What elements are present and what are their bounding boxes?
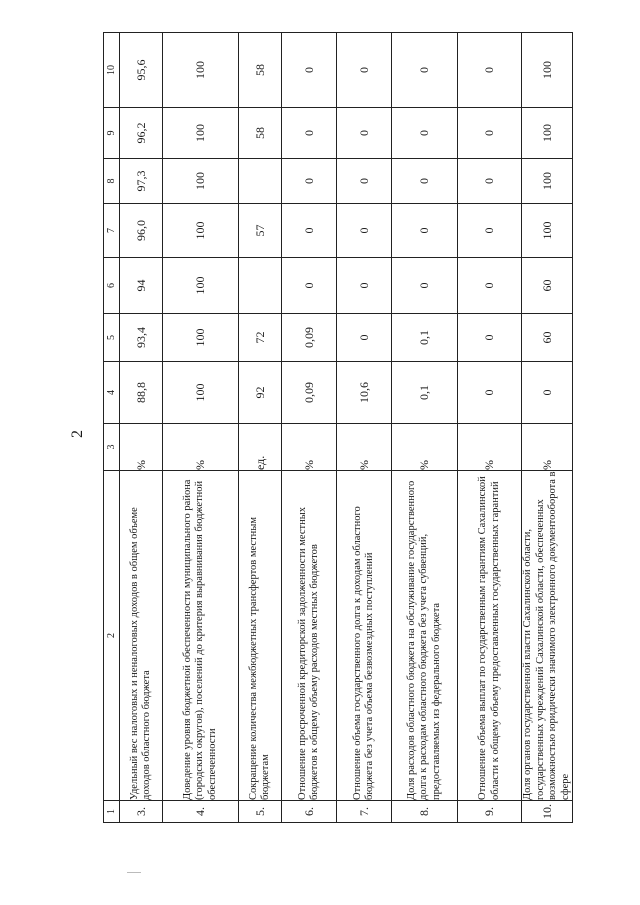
- unit-cell: %: [458, 424, 522, 471]
- value-cell: 95,6: [120, 33, 163, 108]
- value-cell: 57: [239, 204, 282, 258]
- value-cell: 92: [239, 362, 282, 424]
- value-cell: 0: [392, 108, 458, 159]
- value-cell: 94: [120, 258, 163, 314]
- value-cell: 100: [163, 314, 239, 362]
- value-cell: 100: [522, 204, 573, 258]
- table-row: [120, 33, 163, 823]
- table-row: [163, 33, 239, 823]
- value-cell: [239, 258, 282, 314]
- value-cell: 88,8: [120, 362, 163, 424]
- value-cell: 100: [163, 108, 239, 159]
- unit-cell: %: [282, 424, 337, 471]
- value-cell: 100: [522, 108, 573, 159]
- table-row: [458, 33, 522, 823]
- value-cell: 0: [392, 33, 458, 108]
- unit-cell: %: [163, 424, 239, 471]
- value-cell: 0: [337, 258, 392, 314]
- value-cell: 0: [337, 108, 392, 159]
- value-cell: 100: [163, 362, 239, 424]
- value-cell: 0: [522, 362, 573, 424]
- column-number-header: 2: [104, 471, 120, 801]
- column-number-header: 8: [104, 159, 120, 204]
- row-number: 5.: [239, 801, 282, 823]
- indicator-description: Доведение уровня бюджетной обеспеченности муниципального района (городских округов), поселений до критерия выравнивания бюджетной обеспеченности: [163, 471, 239, 801]
- indicator-description: Отношение объема выплат по государственным гарантиям Сахалинской области к общему объему предоставленных государственных гарантий: [458, 471, 522, 801]
- value-cell: 100: [522, 33, 573, 108]
- value-cell: 0,09: [282, 314, 337, 362]
- value-cell: 0: [282, 108, 337, 159]
- value-cell: 100: [522, 159, 573, 204]
- value-cell: 0: [392, 258, 458, 314]
- row-number: 10.: [522, 801, 573, 823]
- value-cell: 0: [392, 204, 458, 258]
- value-cell: 96,2: [120, 108, 163, 159]
- value-cell: 60: [522, 258, 573, 314]
- table-row: [337, 33, 392, 823]
- value-cell: [239, 159, 282, 204]
- column-number-header: 4: [104, 362, 120, 424]
- value-cell: 0,09: [282, 362, 337, 424]
- indicators-table: [103, 32, 573, 823]
- value-cell: 0: [458, 33, 522, 108]
- value-cell: 0,1: [392, 362, 458, 424]
- indicator-description: Сокращение количества межбюджетных трансфертов местным бюджетам: [239, 471, 282, 801]
- row-number: 4.: [163, 801, 239, 823]
- value-cell: 0: [458, 362, 522, 424]
- value-cell: 100: [163, 159, 239, 204]
- column-number-header: 1: [104, 801, 120, 823]
- indicator-description: Доля органов государственной власти Сахалинской области, государственных учреждений Сахалинской области, обеспеченных возможностью юридически значимого электронного документооборота в сфере: [522, 471, 571, 800]
- unit-cell: ед.: [239, 424, 282, 471]
- value-cell: 100: [163, 204, 239, 258]
- column-number-header: 9: [104, 108, 120, 159]
- unit-cell: %: [392, 424, 458, 471]
- column-number-header: 7: [104, 204, 120, 258]
- row-number: 8.: [392, 801, 458, 823]
- unit-cell: %: [120, 424, 163, 471]
- unit-cell: %: [337, 424, 392, 471]
- value-cell: 0: [282, 33, 337, 108]
- column-number-header: 6: [104, 258, 120, 314]
- indicator-description: Отношение объема государственного долга к доходам областного бюджета без учета объема безвозмездных поступлений: [337, 471, 392, 801]
- row-number: 9.: [458, 801, 522, 823]
- value-cell: 0: [458, 204, 522, 258]
- row-number: 6.: [282, 801, 337, 823]
- scan-mark: [127, 872, 141, 873]
- value-cell: 100: [163, 258, 239, 314]
- value-cell: 10,6: [337, 362, 392, 424]
- value-cell: 0: [392, 159, 458, 204]
- value-cell: 0: [282, 159, 337, 204]
- value-cell: 60: [522, 314, 573, 362]
- indicator-description: Доля расходов областного бюджета на обслуживание государственного долга к расходам областного бюджета без учета субвенций, предоставляемых из федерального бюджета: [392, 471, 458, 801]
- column-number-header: 3: [104, 424, 120, 471]
- column-number-header: 5: [104, 314, 120, 362]
- value-cell: 0: [458, 159, 522, 204]
- value-cell: 58: [239, 33, 282, 108]
- value-cell: 0: [337, 159, 392, 204]
- table-row: [392, 33, 458, 823]
- page-number: 2: [69, 430, 86, 438]
- value-cell: 0,1: [392, 314, 458, 362]
- value-cell: 0: [458, 314, 522, 362]
- value-cell: 0: [337, 33, 392, 108]
- row-number: 3.: [120, 801, 163, 823]
- value-cell: 72: [239, 314, 282, 362]
- value-cell: 0: [282, 204, 337, 258]
- column-number-header: 10: [104, 33, 120, 108]
- unit-cell: %: [522, 424, 573, 471]
- value-cell: 0: [282, 258, 337, 314]
- rotated-table-container: [103, 33, 571, 823]
- value-cell: 100: [163, 33, 239, 108]
- value-cell: 0: [337, 204, 392, 258]
- value-cell: 96,0: [120, 204, 163, 258]
- table-row: [239, 33, 282, 823]
- value-cell: 97,3: [120, 159, 163, 204]
- table-row: [282, 33, 337, 823]
- row-number: 7.: [337, 801, 392, 823]
- value-cell: 0: [458, 258, 522, 314]
- value-cell: 0: [337, 314, 392, 362]
- indicator-description: Отношение просроченной кредиторской задолженности местных бюджетов к общему объему расходов местных бюджетов: [282, 471, 337, 801]
- value-cell: 93,4: [120, 314, 163, 362]
- indicator-description: Удельный вес налоговых и неналоговых доходов в общем объеме доходов областного бюджета: [120, 471, 163, 801]
- value-cell: 58: [239, 108, 282, 159]
- table-row: [522, 33, 573, 823]
- header-row: [104, 33, 120, 823]
- value-cell: 0: [458, 108, 522, 159]
